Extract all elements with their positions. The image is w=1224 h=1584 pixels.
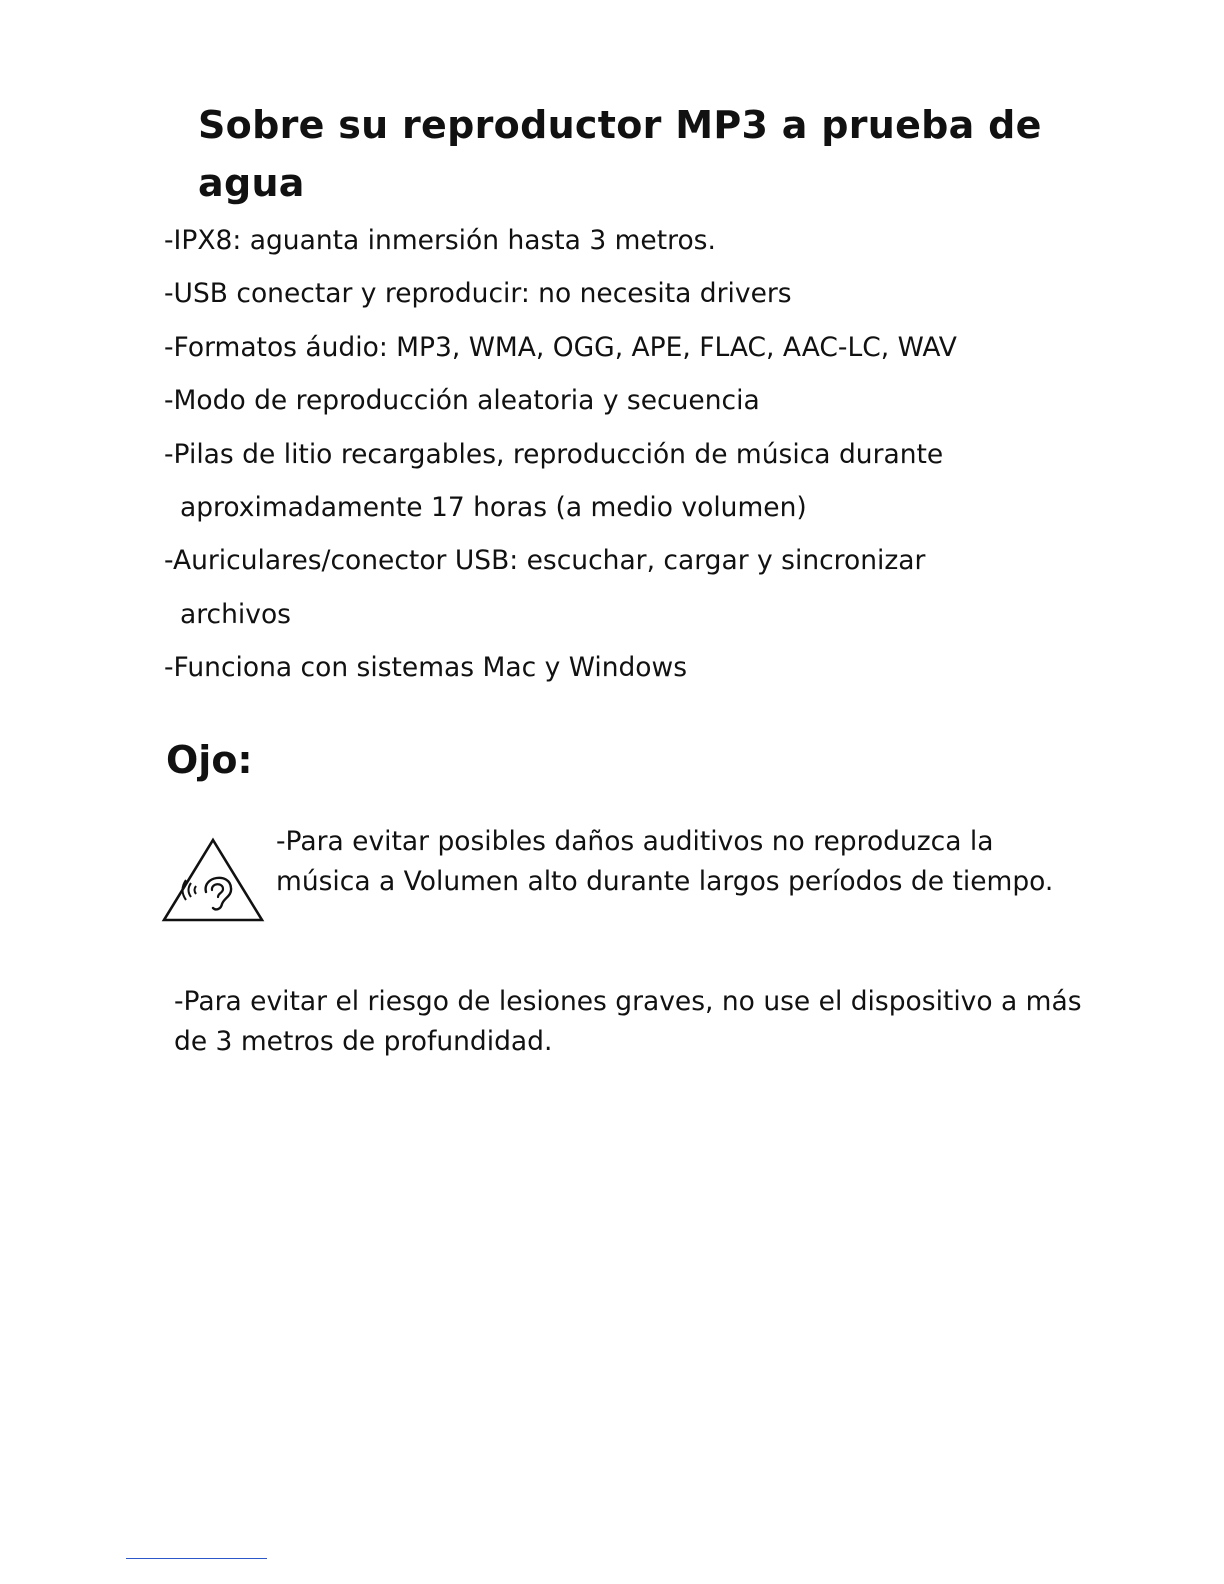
feature-text: -Pilas de litio recargables, reproducción de música durante xyxy=(164,438,944,470)
feature-item xyxy=(164,374,1124,427)
depth-warning-text: -Para evitar el riesgo de lesiones graves, no use el dispositivo a más de 3 metros de profundidad. xyxy=(174,986,1082,1057)
hearing-warning-text: -Para evitar posibles daños auditivos no reproduzca la música a Volumen alto durante largos períodos de tiempo. xyxy=(276,826,1054,897)
feature-text: -Auriculares/conector USB: escuchar, cargar y sincronizar xyxy=(164,545,926,577)
warning-heading: Ojo: xyxy=(166,738,253,782)
feature-text: -Formatos áudio: MP3, WMA, OGG, APE, FLAC, AAC-LC, WAV xyxy=(164,331,957,363)
feature-list xyxy=(164,214,1124,695)
feature-item xyxy=(164,534,1124,641)
feature-item xyxy=(164,428,1124,535)
feature-text: -Funciona con sistemas Mac y Windows xyxy=(164,652,687,684)
feature-item xyxy=(164,321,1124,374)
feature-text: -USB conectar y reproducir: no necesita drivers xyxy=(164,278,792,310)
hearing-damage-warning-icon xyxy=(160,836,266,926)
feature-item xyxy=(164,641,1124,694)
feature-item xyxy=(164,214,1124,267)
footnote-divider xyxy=(126,1558,267,1559)
page-title: Sobre su reproductor MP3 a prueba de agua xyxy=(198,103,1042,205)
feature-text: -IPX8: aguanta inmersión hasta 3 metros. xyxy=(164,225,716,256)
feature-text: -Modo de reproducción aleatoria y secuencia xyxy=(164,385,760,417)
feature-text-continuation: archivos xyxy=(180,598,291,630)
feature-item xyxy=(164,267,1124,320)
feature-text-continuation: aproximadamente 17 horas (a medio volumen) xyxy=(180,492,807,524)
